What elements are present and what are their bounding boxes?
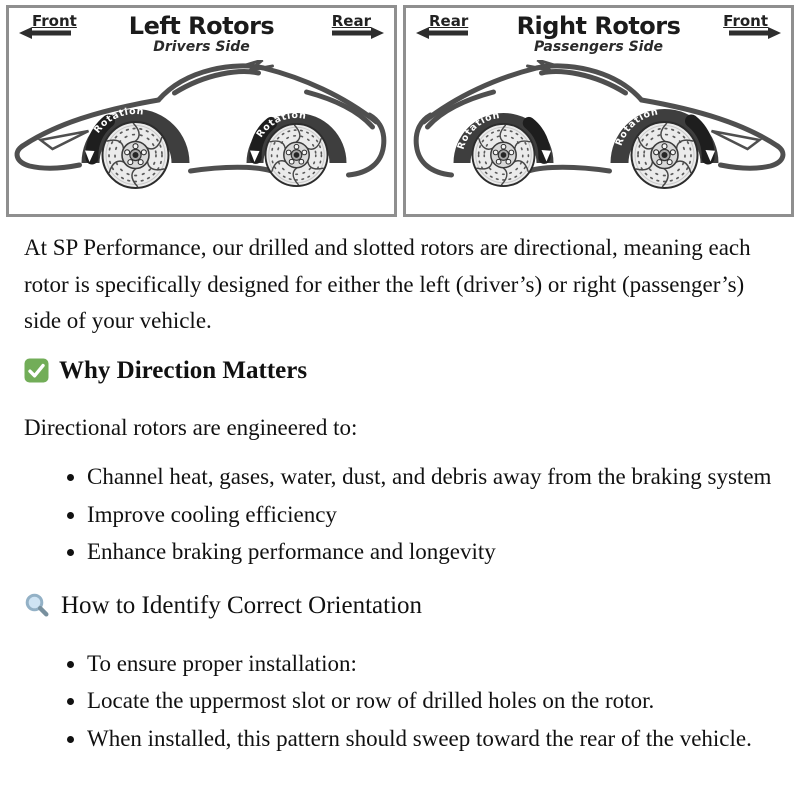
left-panel-header [9, 12, 394, 55]
list-item: • Channel heat, gases, water, dust, and debris away from the braking system [87, 459, 788, 496]
panel-subtitle: Passengers Side [534, 39, 663, 55]
rear-direction-label [320, 14, 384, 39]
panel-subtitle: Drivers Side [153, 39, 250, 55]
front-direction-label [717, 14, 781, 39]
right-rotors-panel [403, 5, 794, 217]
rear-direction-label [416, 14, 480, 39]
left-panel-titles [83, 14, 320, 55]
panel-title: Left Rotors [128, 12, 275, 40]
list-item: • Improve cooling efficiency [87, 497, 788, 534]
direction-word: Rear [331, 12, 371, 30]
magnifying-glass-icon [24, 592, 51, 619]
heading-text: Why Direction Matters [59, 356, 308, 384]
right-panel-header [406, 12, 791, 55]
heading-text: How to Identify Correct Orientation [61, 591, 423, 619]
how-bullet-list [24, 646, 788, 758]
rotation-label: Rotation [254, 109, 308, 140]
panel-title: Right Rotors [516, 12, 681, 40]
direction-word: Front [723, 12, 768, 30]
rotation-label: Rotation [455, 110, 502, 151]
why-bullet-list [24, 459, 788, 571]
rotation-label: Rotation [613, 106, 660, 148]
right-arrow-icon [729, 27, 781, 39]
front-direction-label [19, 14, 83, 39]
article-body [0, 217, 800, 757]
rotation-label: Rotation [91, 105, 145, 136]
how-to-identify-heading [24, 591, 788, 621]
why-direction-matters-heading [24, 356, 788, 386]
intro-paragraph: At SP Performance, our drilled and slotted rotors are directional, meaning each rotor is specifically designed for either the left (driver’s) or right (passenger’s) side of your vehicle. [24, 235, 751, 333]
direction-word: Front [32, 12, 77, 30]
right-panel-titles [480, 14, 717, 55]
left-arrow-icon [416, 27, 468, 39]
direction-word: Rear [429, 12, 469, 30]
rotor-direction-diagram [6, 5, 794, 217]
list-item: • When installed, this pattern should sweep toward the rear of the vehicle. [87, 721, 788, 758]
list-item: • Locate the uppermost slot or row of drilled holes on the rotor. [87, 683, 788, 720]
right-car-illustration [406, 60, 791, 212]
lead-sentence: Directional rotors are engineered to: [24, 414, 358, 440]
green-checkmark-icon [24, 358, 49, 383]
left-arrow-icon [19, 27, 71, 39]
list-item: • To ensure proper installation: [87, 646, 788, 683]
left-rotors-panel [6, 5, 397, 217]
list-item: • Enhance braking performance and longevity [87, 534, 788, 571]
right-arrow-icon [332, 27, 384, 39]
left-car-illustration [9, 60, 394, 212]
